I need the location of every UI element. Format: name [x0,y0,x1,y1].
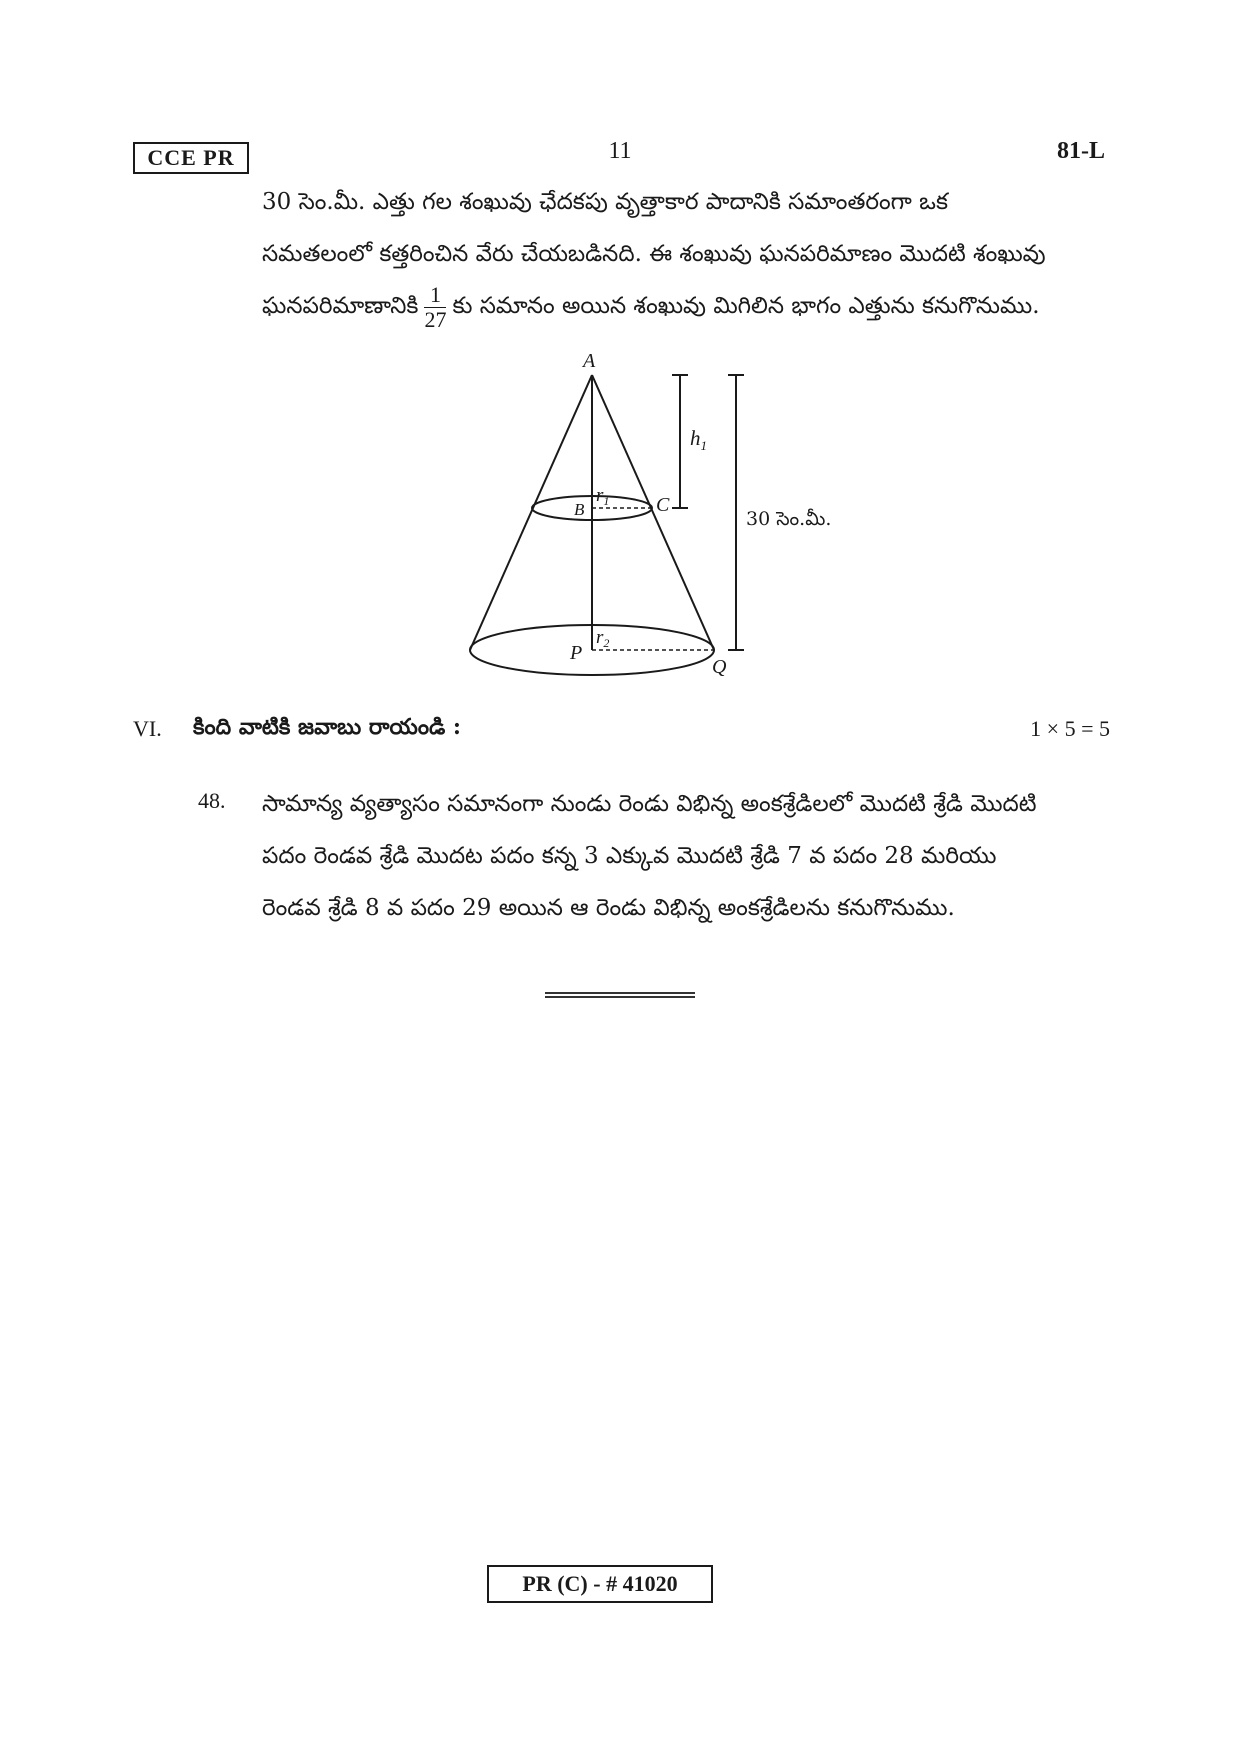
footer-code: PR (C) - # 41020 [522,1571,678,1596]
page-number: 11 [608,138,632,164]
label-r2-sub: 2 [603,636,610,650]
end-rule [545,992,695,994]
question-48-line-1: సామాన్య వ్యత్యాసం సమానంగా నుండు రెండు విభిన్న అంకశ్రేడిలలో మొదటి శ్రేడి మొదటి [262,791,1037,817]
label-c: C [656,494,670,516]
label-a: A [583,350,596,372]
paper-code: 81-L [1057,138,1105,164]
label-r2 [596,627,609,650]
question-48-line-2: పదం రెండవ శ్రేడి మొదట పదం కన్న 3 ఎక్కువ మొదటి శ్రేడి 7 వ పదం 28 మరియు [262,843,997,869]
question-48-number: 48. [198,788,226,813]
footer-code-box [487,1565,713,1603]
fraction-denominator: 27 [424,306,447,332]
section-marks: 1 × 5 = 5 [1030,716,1110,741]
label-p: P [570,642,583,664]
label-r2-base: r [596,627,604,648]
question-47-line-3-after: కు సమానం అయిన శంఖువు మిగిలిన భాగం ఎత్తును కనుగొనుము. [452,293,1040,319]
question-47-line-1: 30 సెం.మీ. ఎత్తు గల శంఖువు ఛేదకపు వృత్తాకార పాదానికి సమాంతరంగా ఒక [262,189,948,215]
label-b: B [574,500,585,519]
section-instruction: కింది వాటికి జవాబు రాయండి : [193,714,462,740]
question-48-line-3: రెండవ శ్రేడి 8 వ పదం 29 అయిన ఆ రెండు విభిన్న అంకశ్రేడిలను కనుగొనుము. [262,895,955,921]
cone-right-side [592,375,714,650]
label-r1-sub: 1 [603,494,610,508]
label-r1-base: r [596,485,604,506]
label-h1-base: h [690,426,701,450]
label-h1 [690,426,707,453]
fraction-numerator: 1 [424,283,446,308]
fraction [424,283,446,332]
question-47-text [262,176,1112,332]
question-47-line-3-before: ఘనపరిమాణానికి [262,293,419,319]
cone-figure [440,345,880,685]
label-height: 30 సెం.మీ. [746,508,832,530]
label-h1-sub: 1 [700,438,707,453]
header-box-cce-pr [133,142,249,174]
label-r1 [596,485,609,508]
label-q: Q [712,656,727,678]
section-number: VI. [133,716,162,741]
question-47-line-2: సమతలంలో కత్తరించిన వేరు చేయబడినది. ఈ శంఖువు ఘనపరిమాణం మొదటి శంఖువు [262,241,1046,267]
question-48-text [262,778,1112,934]
header-box-label: CCE PR [147,145,235,170]
question-47-line-3 [262,280,1112,332]
